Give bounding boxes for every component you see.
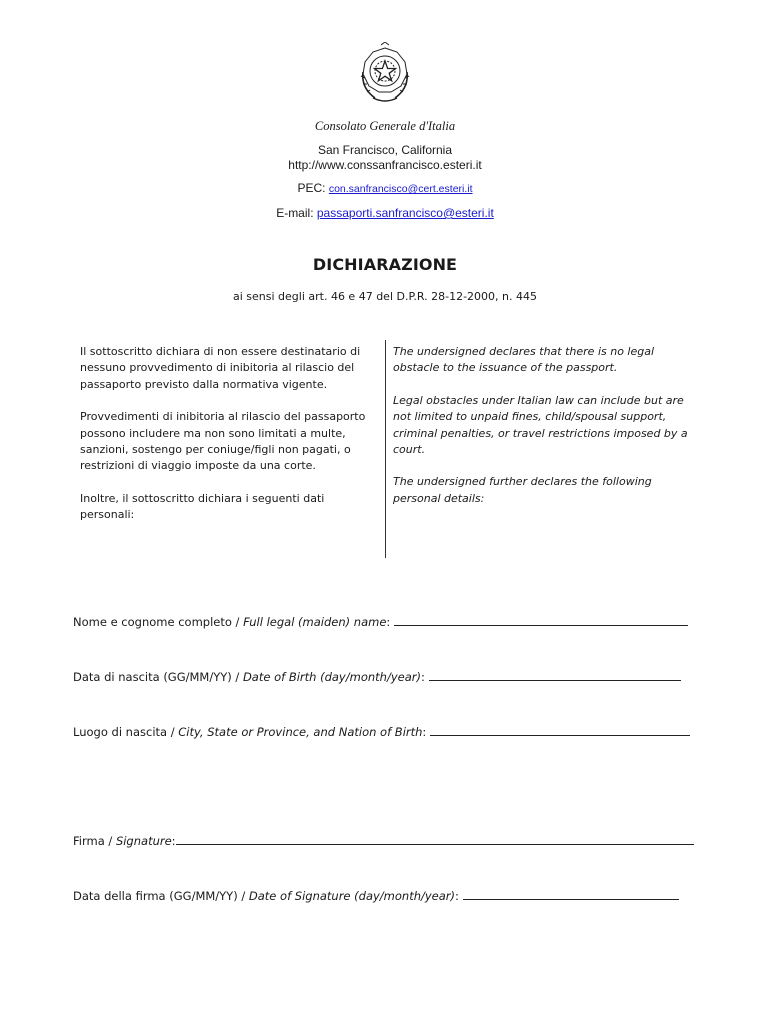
italian-column — [80, 344, 382, 540]
italian-republic-emblem — [355, 42, 415, 106]
field-label-en: Date of Signature (day/month/year) — [248, 889, 456, 903]
english-paragraph: Legal obstacles under Italian law can include but are not limited to unpaid fines, child/spousal support, criminal penalties, or travel restrictions imposed by a court. — [393, 393, 688, 457]
document-title: DICHIARAZIONE — [312, 255, 458, 274]
full-name-input-line[interactable] — [394, 614, 688, 626]
email-link[interactable]: passaporti.sanfrancisco@esteri.it — [316, 206, 494, 220]
column-divider — [385, 340, 386, 558]
email-line — [0, 206, 770, 220]
pec-link[interactable]: con.sanfrancisco@cert.esteri.it — [328, 183, 473, 195]
full-name-field — [73, 614, 688, 629]
field-label-en: City, State or Province, and Nation of Birth — [178, 725, 423, 739]
signature-date-input-line[interactable] — [463, 888, 679, 900]
consulate-city: San Francisco, California — [317, 143, 453, 157]
place-of-birth-input-line[interactable] — [430, 724, 690, 736]
field-label-it: Luogo di nascita / — [73, 725, 179, 739]
field-label-en: Signature — [115, 834, 172, 848]
place-of-birth-field — [73, 724, 690, 739]
field-colon: : — [420, 670, 429, 684]
email-label: E-mail: — [276, 206, 314, 220]
date-of-birth-input-line[interactable] — [429, 669, 681, 681]
italian-paragraph: Il sottoscritto dichiara di non essere destinatario di nessuno provvedimento di inibitoria al rilascio del passaporto previsto dalla normativa vigente. — [80, 345, 361, 391]
consulate-website: http://www.conssanfrancisco.esteri.it — [288, 158, 482, 172]
field-label-it: Data di nascita (GG/MM/YY) / — [73, 670, 243, 684]
italian-paragraph: Inoltre, il sottoscritto dichiara i seguenti dati personali: — [80, 491, 325, 522]
signature-field — [73, 833, 694, 848]
field-colon: : — [171, 834, 176, 848]
date-of-birth-field — [73, 669, 681, 684]
english-paragraph: The undersigned further declares the following personal details: — [393, 475, 652, 505]
field-label-en: Full legal (maiden) name — [243, 615, 387, 629]
pec-label: PEC: — [297, 181, 326, 195]
italian-paragraph: Provvedimenti di inibitoria al rilascio del passaporto possono includere ma non sono limitati a multe, sanzioni, sostengo per coniuge/figli non pagati, o restrizioni di viaggio imposte da una corte. — [80, 410, 366, 473]
field-colon: : — [422, 725, 430, 739]
field-label-it: Data della firma (GG/MM/YY) / — [73, 889, 249, 903]
consulate-name: Consolato Generale d'Italia — [314, 119, 456, 133]
signature-input-line[interactable] — [176, 833, 694, 845]
field-colon: : — [386, 615, 394, 629]
pec-line — [0, 181, 770, 195]
field-label-it: Nome e cognome completo / — [73, 615, 244, 629]
field-label-it: Firma / — [73, 834, 116, 848]
english-paragraph: The undersigned declares that there is no legal obstacle to the issuance of the passport. — [393, 345, 655, 375]
english-column — [393, 344, 693, 523]
field-label-en: Date of Birth (day/month/year) — [242, 670, 421, 684]
document-subtitle: ai sensi degli art. 46 e 47 del D.P.R. 28-12-2000, n. 445 — [232, 290, 538, 303]
field-colon: : — [455, 889, 463, 903]
signature-date-field — [73, 888, 679, 903]
